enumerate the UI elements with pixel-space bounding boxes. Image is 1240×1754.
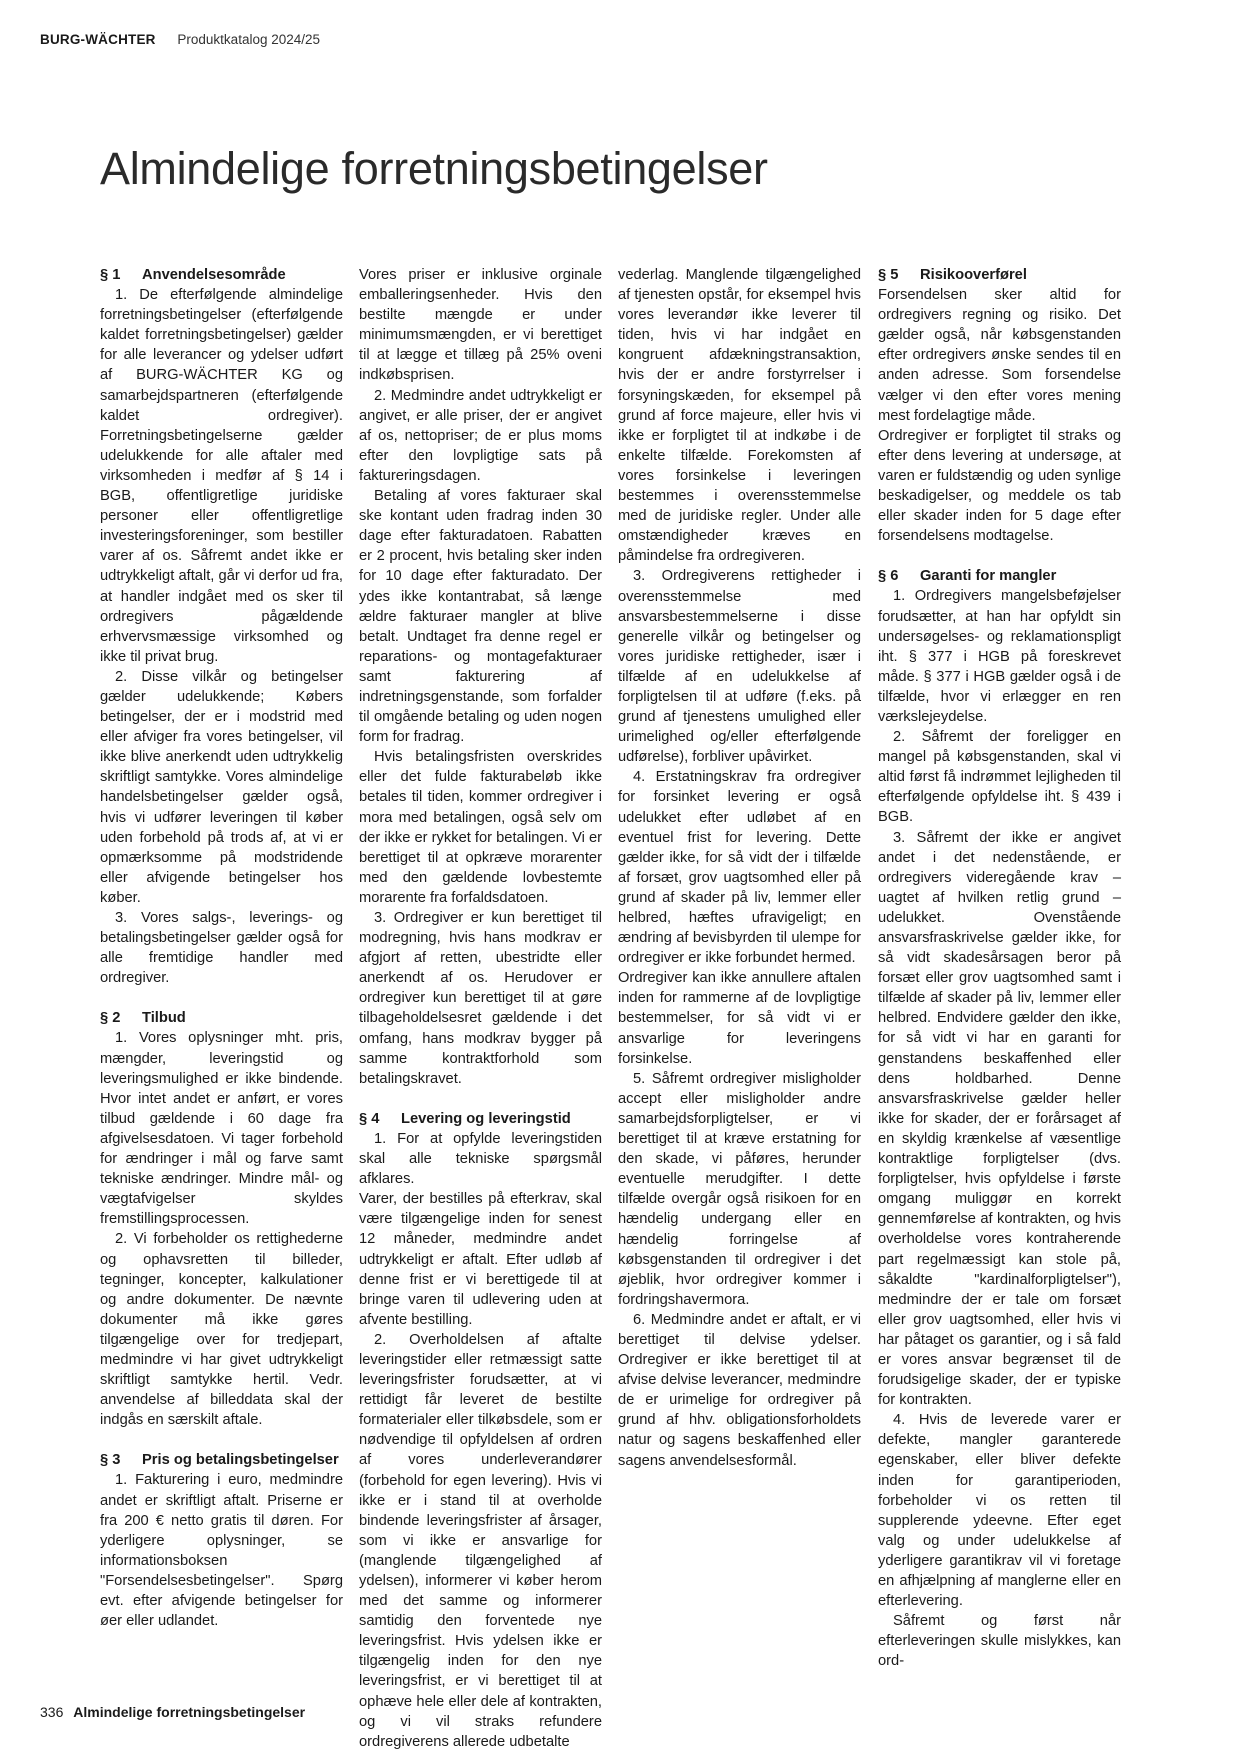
section-heading-5 bbox=[878, 265, 1121, 285]
section-heading-1 bbox=[100, 265, 343, 285]
section-heading-6 bbox=[878, 566, 1121, 586]
paragraph: 1. Fakturering i euro, medmindre andet er skriftligt aftalt. Priserne er fra 200 € netto gratis til døren. For yderligere oplysninger, se informationsboksen "Forsendelsesbetingelser". Spørg evt. efter afvigende betingelser for øer eller udlandet. bbox=[100, 1472, 343, 1630]
section-number: § 1 bbox=[100, 267, 121, 283]
page-number: 336 bbox=[40, 1704, 64, 1720]
running-header bbox=[40, 32, 320, 47]
section-heading-4 bbox=[359, 1109, 602, 1129]
paragraph: Forsendelsen sker altid for ordregivers regning og risiko. Det gælder også, når købsgenstanden efter ordregivers ønske sendes til en anden adresse. Som forsendelse vælger vi den efter vores mening mest fordelagtige måde. bbox=[878, 287, 1121, 424]
section-title: Pris og betalingsbetingelser bbox=[142, 1452, 339, 1469]
paragraph: Ordregiver er forpligtet til straks og efter dens levering at undersøge, at varen er fuldstændig og uden synlige beskadigelser, og meddele os tab eller skader inden for 5 dage efter forsendelsens modtagelse. bbox=[878, 427, 1121, 545]
paragraph: Vores priser er inklusive orginale emballeringsenheder. Hvis den bestilte mængde er under minimumsmængden, er vi berettiget til at lægge et tillæg på 25% oveni indkøbsprisen. bbox=[359, 267, 602, 384]
paragraph: 2. Disse vilkår og betingelser gælder udelukkende; Købers betingelser, der er i modstrid med eller afviger fra vores betingelser, vil ikke blive anerkendt uden udtrykkelig skriftligt samtykke. Vores almindelige handelsbetingelser gælder også, hvis vi udfører leveringen til køber uden forbehold på trods af, at vi er opmærksomme på modstridende eller afvigende betingelser hos køber. bbox=[100, 668, 343, 906]
section-title: Garanti for mangler bbox=[920, 568, 1057, 585]
paragraph: Hvis betalingsfristen overskrides eller det fulde fakturabeløb ikke betales til tiden, kommer ordregiver i mora med betalingen, også selv om der ikke er rykket for betalingen. Vi er berettiget til at opkræve morarenter med den gældende lovbestemte morarente fra forfaldsdatoen. bbox=[359, 749, 603, 906]
paragraph: 3. Såfremt der ikke er angivet andet i det nedenstående, er ordregivers videregående krav – uagtet af hvilken retlig grund – udelukket. Ovenstående ansvarsfraskrivelse gælder ikke, for så vidt skadesårsagen beror på forsæt eller grov uagtsomhed samt i tilfælde af skader på liv, lemmer eller helbred. Endvidere gælder den ikke, for så vidt vi har en garanti for genstandens beskaffenhed eller dens holdbarhed. Denne ansvarsfraskrivelse gælder heller ikke for skader, der er forårsaget af en skyldig krænkelse af væsentlige kontraktlige forpligtelser (dvs. forpligtelser, hvis opfyldelse i første omgang muliggør en korrekt gennemførelse af kontrakten, og hvis overholdelse vores kontraherende part regelmæssigt kan stole på, såkaldte "kardinalforpligtelser"), medmindre der er tale om forsæt eller grov uagtsomhed, eller hvis vi har påtaget os garantier, og i så fald er vores ansvar begrænset til de forudsigelige skader, der er typiske for kontrakten. bbox=[878, 829, 1121, 1409]
section-title: Tilbud bbox=[142, 1010, 186, 1027]
text-column-1 bbox=[100, 265, 343, 1631]
text-column-2 bbox=[359, 265, 602, 1752]
text-column-4 bbox=[878, 265, 1121, 1671]
section-title: Risikooverførel bbox=[920, 267, 1027, 283]
page-footer bbox=[40, 1704, 305, 1720]
paragraph: 3. Vores salgs-, leverings- og betalingsbetingelser gælder også for alle fremtidige handler med ordregiver. bbox=[100, 910, 343, 987]
paragraph: Varer, der bestilles på efterkrav, skal være tilgængelige inden for senest 12 måneder, medmindre andet udtrykkeligt er aftalt. Efter udløb af denne frist er vi berettigede til at bringe varen til udlevering uden at afvente bestilling. bbox=[359, 1191, 602, 1328]
paragraph: 2. Overholdelsen af aftalte leveringstider eller retmæssigt satte leveringsfrister forudsætter, at vi rettidigt får leveret de bestilte formaterialer eller tilkøbsdele, som er nødvendige til opfyldelsen af ordren af vores underleverandører (forbehold for egen levering). Hvis vi ikke er i stand til at overholde bindende leveringsfrister af årsager, som vi ikke er ansvarlige for (manglende tilgængelighed af ydelsen), informerer vi køber herom med det samme og informerer samtidig den forventede nye leveringsfrist. Hvis ydelsen ikke er tilgængelig inden for den nye leveringsfrist, er vi berettiget til at ophæve hele eller dele af kontrakten, og vi vil straks refundere ordregiverens allerede udbetalte bbox=[359, 1331, 602, 1750]
paragraph: 1. Ordregivers mangelsbeføjelser forudsætter, at han har opfyldt sin undersøgelses- og reklamationspligt iht. § 377 i HGB på foreskrevet måde. § 377 i HGB gælder også i de tilfælde, hvor vi erlægger en ren værkslejeydelse. bbox=[878, 588, 1121, 725]
paragraph: Såfremt og først når efterleveringen skulle mislykkes, kan ord- bbox=[878, 1613, 1121, 1670]
brand-name: BURG-WÄCHTER bbox=[40, 32, 156, 47]
paragraph: 1. For at opfylde leveringstiden skal alle tekniske spørgsmål afklares. bbox=[359, 1130, 602, 1188]
section-title: Anvendelsesområde bbox=[142, 267, 286, 283]
section-heading-3 bbox=[100, 1450, 343, 1470]
paragraph: 2. Medmindre andet udtrykkeligt er angivet, er alle priser, der er angivet af os, nettopriser; de er plus moms efter den lovpligtige sats på faktureringsdagen. bbox=[359, 387, 602, 484]
paragraph: 3. Ordregiver er kun berettiget til modregning, hvis hans modkrav er afgjort af retten, ubestridte eller anerkendt af os. Herudover er ordregiver kun berettiget til at gøre tilbageholdelsesret gældende i det omfang, hans modkrav bygger på samme kontraktforhold som betalingskravet. bbox=[359, 910, 602, 1087]
paragraph: 1. De efterfølgende almindelige forretningsbetingelser (efterfølgende kaldet forretningsbetingelser) gælder for alle leverancer og ydelser udført af BURG-WÄCHTER KG og samarbejdspartneren (efterfølgende kaldet ordregiver). Forretningsbetingelserne gælder udelukkende for alle aftaler med virksomheden i medfør af § 14 i BGB, offentligretlige juridiske personer eller offentligretlige investeringsforeninger, som bestiller varer af os. Såfremt andet ikke er udtrykkeligt aftalt, går vi derfor ud fra, at handler indgået med os sker til ordregivers pågældende erhvervsmæssige virksomhed og ikke til privat brug. bbox=[100, 287, 343, 665]
section-heading-2 bbox=[100, 1008, 343, 1028]
paragraph: 4. Erstatningskrav fra ordregiver for forsinket levering er også udelukket efter udløbet af en eventuel frist for levering. Dette gælder ikke, for så vidt der i tilfælde af forsæt, grov uagtsomhed eller på grund af skader på liv, lemmer eller helbred, hæftes ufravigeligt; en ændring af bevisbyrden til ulempe for ordregiver er ikke forbundet hermed. bbox=[618, 769, 861, 967]
paragraph: 3. Ordregiverens rettigheder i overensstemmelse med ansvarsbestemmelserne i disse generelle vilkår og betingelser og vores juridiske rettigheder, især i tilfælde af en udelukkelse af forpligtelsen til at udføre (f.eks. på grund af tjenestens umulighed eller urimelighed og/eller efterfølgende udførelse), forbliver upåvirket. bbox=[618, 568, 861, 766]
paragraph: 6. Medmindre andet er aftalt, er vi berettiget til delvise ydelser. Ordregiver er ikke berettiget til at afvise delvise leverancer, medmindre de er urimelige for ordregiver på grund af hhv. obligationsforholdets natur og sagens beskaffenhed eller sagens anvendelsesformål. bbox=[618, 1311, 861, 1469]
page-title: Almindelige forretningsbetingelser bbox=[100, 143, 768, 194]
section-number: § 4 bbox=[359, 1110, 380, 1127]
paragraph: 2. Vi forbeholder os rettighederne og ophavsretten til billeder, tegninger, koncepter, kalkulationer og andre dokumenter. De nævnte dokumenter må ikke gøres tilgængelige over for tredjepart, medmindre vi har givet udtrykkeligt skriftligt samtykke hertil. Vedr. anvendelse af billeddata skal der indgås en særskilt aftale. bbox=[100, 1231, 343, 1429]
section-title: Levering og leveringstid bbox=[401, 1110, 571, 1127]
footer-label: Almindelige forretningsbetingelser bbox=[73, 1704, 306, 1720]
paragraph: 1. Vores oplysninger mht. pris, mængder, leveringstid og leveringsmulighed er ikke bindende. Hvor intet andet er anført, er vores tilbud gældende i 60 dage fra afgivelsesdatoen. Vi tager forbehold for ændringer i mål og farve samt tekniske ændringer. Mindre mål- og vægtafvigelser skyldes fremstillingsprocessen. bbox=[100, 1030, 343, 1228]
paragraph: 4. Hvis de leverede varer er defekte, mangler garanterede egenskaber, eller bliver defekte inden for garantiperioden, forbeholder vi os retten til supplerende ydeevne. Efter eget valg og under udelukkelse af yderligere garantikrav vil vi foretage en afhjælpning af manglerne eller en efterlevering. bbox=[878, 1412, 1121, 1610]
paragraph: Ordregiver kan ikke annullere aftalen inden for rammerne af de lovpligtige bestemmelser, for så vidt vi er ansvarlige for leveringens forsinkelse. bbox=[618, 970, 861, 1067]
paragraph: 2. Såfremt der foreligger en mangel på købsgenstanden, skal vi altid først få indrømmet lejligheden til efterfølgende opfyldelse iht. § 439 i BGB. bbox=[878, 729, 1121, 826]
paragraph: 5. Såfremt ordregiver misligholder accept eller misligholder andre samarbejdsforpligtelser, er vi berettiget til at kræve erstatning for den skade, vi påføres, herunder eventuelle merudgifter. I dette tilfælde overgår også risikoen for en hændelig undergang eller en hændelig forringelse af købsgenstanden til ordregiver i det øjeblik, hvor ordregiver kommer i fordringshavermora. bbox=[618, 1070, 861, 1308]
section-number: § 5 bbox=[878, 267, 899, 283]
catalog-name: Produktkatalog 2024/25 bbox=[177, 32, 321, 47]
section-number: § 2 bbox=[100, 1010, 121, 1027]
paragraph: vederlag. Manglende tilgængelighed af tjenesten opstår, for eksempel hvis vores leverandør ikke leverer til tiden, hvis vi har indgået en kongruent afdækningstransaktion, hvis der er andre forstyrrelser i forsyningskæden, for eksempel på grund af force majeure, eller hvis vi ikke er forpligtet til at indkøbe i de enkelte tilfælde. Forekomsten af vores forsinkelse i leveringen bestemmes i overensstemmelse med de juridiske regler. Under alle omstændigheder kræves en påmindelse fra ordregiveren. bbox=[618, 267, 861, 565]
paragraph: Betaling af vores fakturaer skal ske kontant uden fradrag inden 30 dage efter fakturadatoen. Rabatten er 2 procent, hvis betaling sker inden for 10 dage efter fakturadato. Der ydes ikke kontantrabat, så længe ældre fakturaer mangler at blive betalt. Undtaget fra denne regel er reparations- og montagefakturaer samt fakturering af indretningsgenstande, som forfalder til omgående betaling og uden nogen form for fradrag. bbox=[359, 488, 602, 746]
section-number: § 3 bbox=[100, 1452, 121, 1469]
section-number: § 6 bbox=[878, 568, 899, 585]
text-column-3 bbox=[618, 265, 861, 1471]
